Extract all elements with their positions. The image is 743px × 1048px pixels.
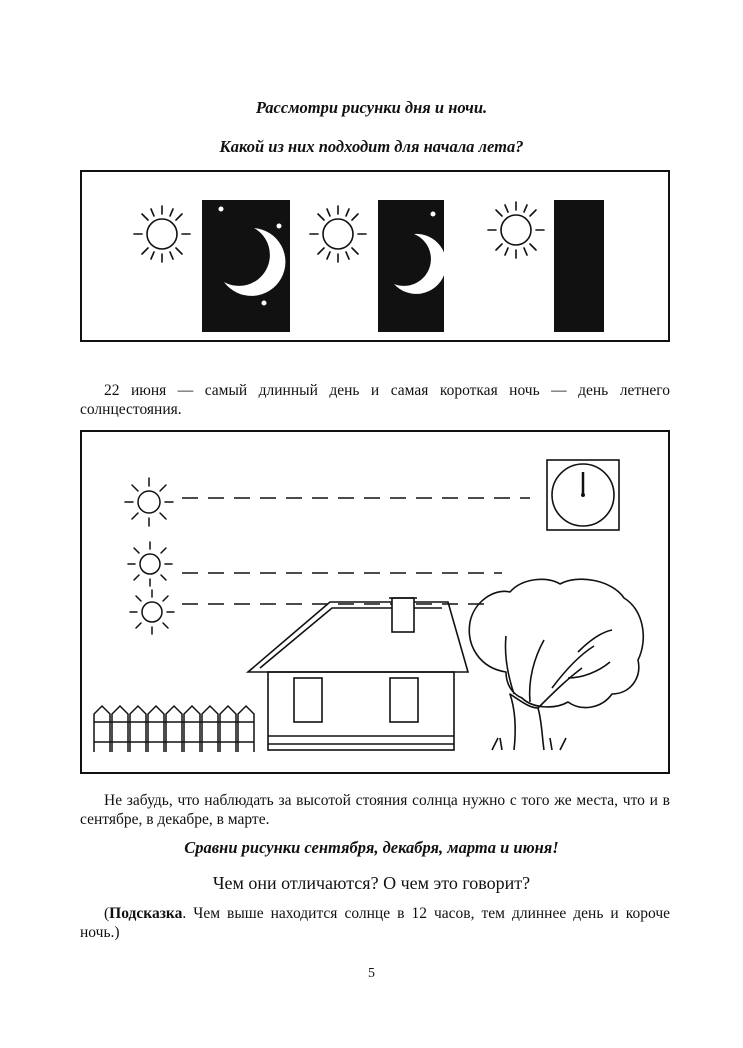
house [248,598,468,750]
fence [94,706,254,752]
sun-height-illustration [82,432,668,772]
sun-height-figure [80,430,670,774]
night-panel [202,200,290,332]
night-panel [378,200,446,332]
summer-solstice-text: 22 июня — самый длинный день и самая короткая ночь — день летнего солнцестояния. [80,382,670,418]
sun-icon [125,478,173,526]
same-place-text: Не забудь, что наблюдать за высотой стояния солнца нужно с того же места, что и в сентябре, в декабре, в марте. [80,792,670,828]
tree [469,579,643,750]
hint-open-paren: ( [104,905,110,922]
hint-text [80,904,670,942]
night-panel [554,200,604,332]
day-night-figure [80,170,670,342]
sun-icon [310,206,366,262]
hint-body: . Чем выше находится солнце в 12 часов, тем длиннее день и короче ночь.) [80,905,670,941]
heading-which-fits-summer: Какой из них подходит для начала лета? [219,137,524,156]
clock-icon [547,460,619,530]
heading-look-at-pictures: Рассмотри рисунки дня и ночи. [255,98,488,117]
question-text: Чем они отличаются? О чем это говорит? [212,873,531,893]
heading-compare-pictures: Сравни рисунки сентября, декабря, марта и июня! [184,838,559,857]
sun-height-lines [182,498,530,604]
sun-icon [134,206,190,262]
day-night-illustration [82,172,668,340]
sun-icon [488,202,544,258]
hint-label: Подсказка [109,905,183,922]
sun-icon [130,590,174,634]
sun-icon [128,542,172,586]
page-number: 5 [368,966,375,981]
